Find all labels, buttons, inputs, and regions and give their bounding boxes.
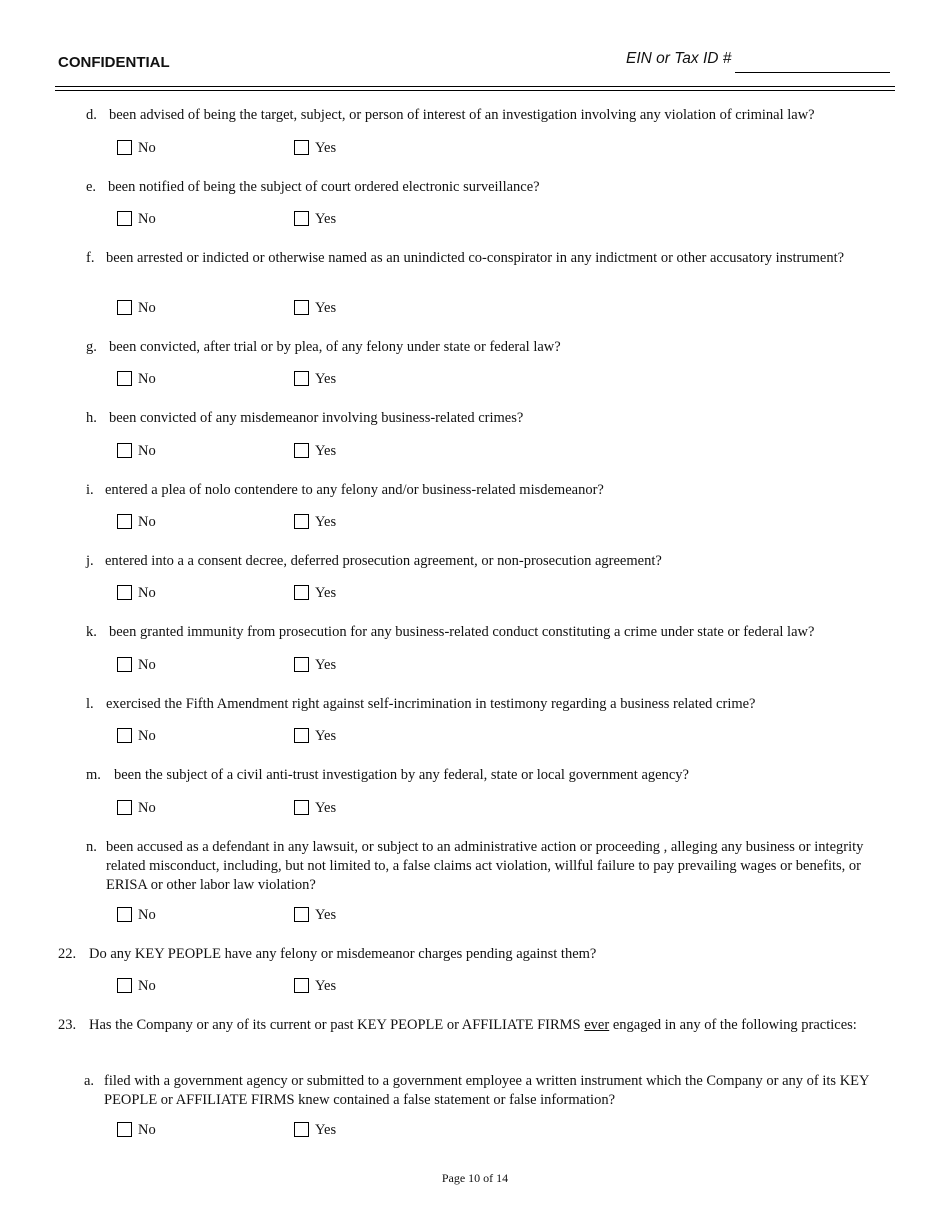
header-divider	[55, 86, 895, 87]
page-number: Page 10 of 14	[441, 1171, 509, 1185]
checkbox[interactable]	[294, 140, 309, 155]
question-k	[86, 623, 896, 642]
checkbox[interactable]	[294, 300, 309, 315]
question-letter: h.	[86, 410, 97, 426]
ein-input-line[interactable]	[735, 72, 890, 73]
question-d	[86, 106, 896, 125]
question-22	[58, 945, 896, 964]
checkbox[interactable]	[117, 978, 132, 993]
question-letter: g.	[86, 339, 97, 355]
question-letter: d.	[86, 107, 97, 123]
header-divider-secondary	[55, 90, 895, 91]
question-number: 22.	[58, 946, 77, 962]
question-text: been arrested or indicted or otherwise named as an unindicted co-conspirator in any indictment or other accusatory instrument?	[106, 250, 845, 266]
question-f	[86, 249, 846, 268]
question-g	[86, 338, 896, 357]
question-l	[86, 695, 896, 714]
question-text: Do any KEY PEOPLE have any felony or misdemeanor charges pending against them?	[89, 946, 597, 962]
checkbox[interactable]	[117, 300, 132, 315]
question-text: been convicted of any misdemeanor involving business-related crimes?	[109, 410, 524, 426]
question-23a	[84, 1072, 896, 1110]
question-number: 23.	[58, 1017, 77, 1033]
checkbox[interactable]	[117, 514, 132, 529]
checkbox[interactable]	[117, 140, 132, 155]
question-letter: f.	[86, 250, 95, 266]
question-n	[86, 838, 886, 895]
ein-label: EIN or Tax ID #	[626, 50, 732, 67]
checkbox[interactable]	[294, 371, 309, 386]
question-letter: l.	[86, 696, 94, 712]
checkbox[interactable]	[294, 907, 309, 922]
question-letter: k.	[86, 624, 97, 640]
question-23	[58, 1016, 858, 1035]
checkbox[interactable]	[117, 907, 132, 922]
question-text: filed with a government agency or submitted to a government employee a written instrument which the Company or any of its KEY PEOPLE or AFFILIATE FIRMS knew contained a false statement or false information?	[104, 1073, 869, 1108]
question-text: been the subject of a civil anti-trust investigation by any federal, state or local government agency?	[114, 767, 689, 783]
question-letter: n.	[86, 839, 97, 855]
question-text: been granted immunity from prosecution for any business-related conduct constituting a crime under state or federal law?	[109, 624, 815, 640]
question-text: been notified of being the subject of court ordered electronic surveillance?	[108, 179, 540, 195]
question-letter: a.	[84, 1073, 95, 1089]
confidential-label: CONFIDENTIAL	[58, 54, 170, 71]
checkbox[interactable]	[294, 443, 309, 458]
question-letter: m.	[86, 767, 101, 783]
checkbox[interactable]	[294, 657, 309, 672]
question-h	[86, 409, 896, 428]
question-e	[86, 178, 896, 197]
question-m	[86, 766, 896, 785]
question-text: been accused as a defendant in any lawsuit, or subject to an administrative action or proceeding , alleging any business or integrity related misconduct, including, but not limited to, a false claims act violation, willful failure to pay prevailing wages or benefits, or ERISA or other labor law violation?	[106, 839, 864, 893]
checkbox[interactable]	[294, 728, 309, 743]
checkbox[interactable]	[294, 1122, 309, 1137]
checkbox[interactable]	[117, 585, 132, 600]
checkbox[interactable]	[294, 800, 309, 815]
emphasis-ever: ever	[584, 1017, 610, 1033]
checkbox[interactable]	[117, 800, 132, 815]
checkbox[interactable]	[294, 978, 309, 993]
checkbox[interactable]	[117, 443, 132, 458]
question-text: been convicted, after trial or by plea, of any felony under state or federal law?	[109, 339, 561, 355]
checkbox[interactable]	[117, 657, 132, 672]
question-i	[86, 481, 896, 500]
question-text: been advised of being the target, subject, or person of interest of an investigation involving any violation of criminal law?	[109, 107, 815, 123]
checkbox[interactable]	[117, 1122, 132, 1137]
question-letter: i.	[86, 482, 94, 498]
question-text: entered a plea of nolo contendere to any felony and/or business-related misdemeanor?	[105, 482, 604, 498]
question-letter: e.	[86, 179, 97, 195]
question-j	[86, 552, 896, 571]
question-text: Has the Company or any of its current or past KEY PEOPLE or AFFILIATE FIRMS ever engaged in any of the following practices:	[89, 1017, 857, 1033]
checkbox[interactable]	[294, 514, 309, 529]
question-letter: j.	[86, 553, 94, 569]
question-text: exercised the Fifth Amendment right against self-incrimination in testimony regarding a business related crime?	[106, 696, 756, 712]
checkbox[interactable]	[294, 211, 309, 226]
checkbox[interactable]	[117, 371, 132, 386]
checkbox[interactable]	[117, 211, 132, 226]
question-text: entered into a a consent decree, deferred prosecution agreement, or non-prosecution agreement?	[105, 553, 662, 569]
checkbox[interactable]	[294, 585, 309, 600]
checkbox[interactable]	[117, 728, 132, 743]
